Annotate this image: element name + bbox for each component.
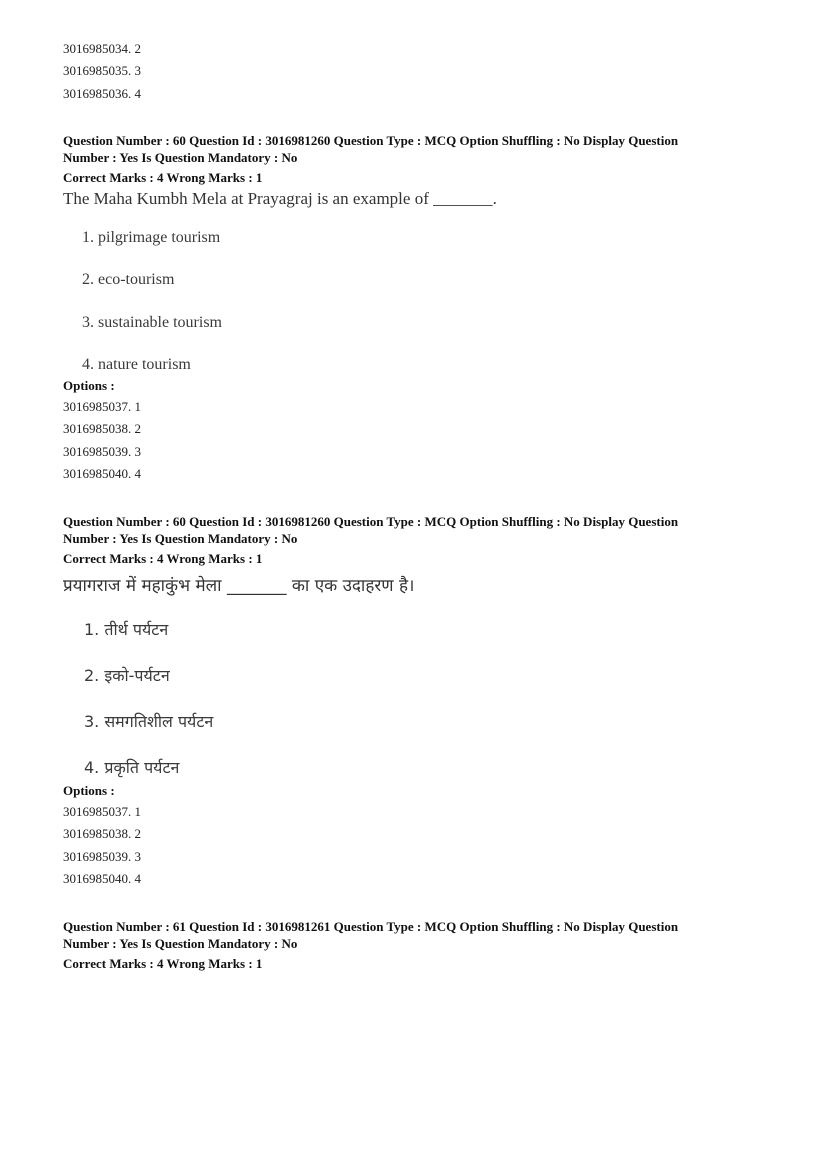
options-label: Options : (63, 783, 115, 798)
question-header-line-1: Question Number : 60 Question Id : 3016981260 Question Type : MCQ Option Shuffling : No Display Question (63, 514, 679, 529)
marks-line: Correct Marks : 4 Wrong Marks : 1 (63, 170, 263, 185)
answer-choice: 4. प्रकृति पर्यटन (84, 758, 180, 777)
question-header-line-2: Number : Yes Is Question Mandatory : No (63, 936, 298, 951)
option-id: 3016985039. 3 (63, 444, 141, 459)
option-id: 3016985038. 2 (63, 826, 141, 841)
option-id: 3016985034. 2 (63, 41, 141, 56)
question-header-line-1: Question Number : 61 Question Id : 3016981261 Question Type : MCQ Option Shuffling : No Display Question (63, 919, 679, 934)
answer-choice: 2. इको-पर्यटन (84, 666, 170, 685)
question-header (63, 513, 768, 547)
question-text: The Maha Kumbh Mela at Prayagraj is an example of _______. (63, 189, 497, 208)
question-header (63, 918, 768, 952)
option-id: 3016985040. 4 (63, 466, 141, 481)
marks-line: Correct Marks : 4 Wrong Marks : 1 (63, 956, 263, 971)
option-id: 3016985038. 2 (63, 421, 141, 436)
options-label: Options : (63, 378, 115, 393)
marks-line: Correct Marks : 4 Wrong Marks : 1 (63, 551, 263, 566)
option-id: 3016985035. 3 (63, 63, 141, 78)
answer-choice: 3. समगतिशील पर्यटन (84, 712, 214, 731)
option-id: 3016985037. 1 (63, 804, 141, 819)
answer-choice: 1. तीर्थ पर्यटन (84, 620, 169, 639)
answer-choice: 1. pilgrimage tourism (82, 229, 221, 246)
answer-choice: 2. eco-tourism (82, 271, 175, 288)
question-header (63, 132, 768, 166)
option-id: 3016985036. 4 (63, 86, 141, 101)
answer-choice: 3. sustainable tourism (82, 314, 222, 331)
question-header-line-2: Number : Yes Is Question Mandatory : No (63, 531, 298, 546)
question-header-line-1: Question Number : 60 Question Id : 3016981260 Question Type : MCQ Option Shuffling : No Display Question (63, 133, 679, 148)
option-id: 3016985040. 4 (63, 871, 141, 886)
option-id: 3016985037. 1 (63, 399, 141, 414)
question-text: प्रयागराज में महाकुंभ मेला _______ का एक उदाहरण है। (63, 576, 415, 596)
question-header-line-2: Number : Yes Is Question Mandatory : No (63, 150, 298, 165)
answer-choice: 4. nature tourism (82, 356, 191, 373)
option-id: 3016985039. 3 (63, 849, 141, 864)
